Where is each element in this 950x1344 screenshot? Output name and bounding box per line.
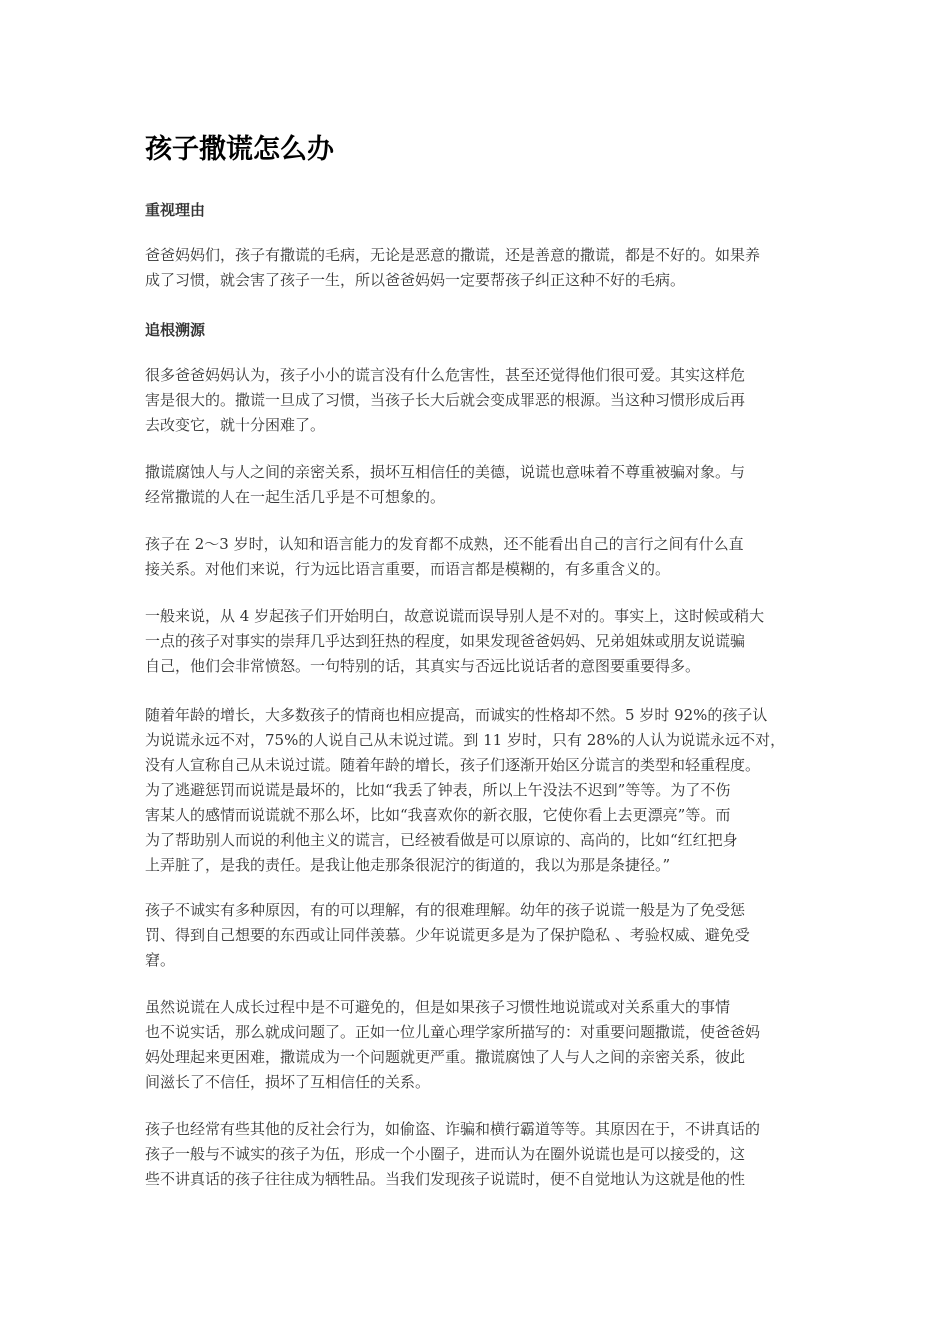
paragraph	[145, 898, 817, 973]
paragraph-line: 害某人的感情而说谎就不那么坏，比如“我喜欢你的新衣服，它使你看上去更漂亮”等。而	[145, 806, 731, 824]
paragraph	[145, 1117, 817, 1192]
paragraph-line: 一般来说，从 4 岁起孩子们开始明白，故意说谎而误导别人是不对的。事实上，这时候或稍大	[145, 607, 765, 625]
paragraph-line: 罚、得到自己想要的东西或让同伴羡慕。少年说谎更多是为了保护隐私 、考验权威、避免受	[145, 926, 750, 944]
paragraph	[145, 243, 817, 293]
paragraph-line: 孩子在 2～3 岁时，认知和语言能力的发育都不成熟，还不能看出自己的言行之间有什么直	[145, 535, 744, 553]
paragraph	[145, 703, 817, 878]
paragraph-line: 孩子不诚实有多种原因，有的可以理解，有的很难理解。幼年的孩子说谎一般是为了免受惩	[145, 901, 746, 919]
paragraph	[145, 460, 817, 510]
section-heading-importance: 重视理由	[145, 201, 206, 219]
paragraph-line: 随着年龄的增长，大多数孩子的情商也相应提高，而诚实的性格却不然。5 岁时 92%的孩子认	[145, 706, 768, 724]
paragraph-line: 间滋长了不信任，损坏了互相信任的关系。	[145, 1073, 431, 1091]
paragraph-line: 接关系。对他们来说，行为远比语言重要，而语言都是模糊的，有多重含义的。	[145, 560, 671, 578]
paragraph	[145, 532, 817, 582]
paragraph-line: 害是很大的。撒谎一旦成了习惯，当孩子长大后就会变成罪恶的根源。当这种习惯形成后再	[145, 391, 746, 409]
paragraph-line: 没有人宣称自己从未说过谎。随着年龄的增长，孩子们逐渐开始区分谎言的类型和轻重程度。	[145, 756, 761, 774]
paragraph-line: 撒谎腐蚀人与人之间的亲密关系，损坏互相信任的美德，说谎也意味着不尊重被骗对象。与	[145, 463, 746, 481]
paragraph-line: 为说谎永远不对，75%的人说自己从未说过谎。到 11 岁时，只有 28%的人认为说谎永远不对，	[145, 731, 786, 749]
paragraph-line: 自己，他们会非常愤怒。一句特别的话，其真实与否远比说话者的意图要重要得多。	[145, 657, 701, 675]
paragraph-line: 窘。	[145, 951, 176, 969]
paragraph-line: 成了习惯，就会害了孩子一生，所以爸爸妈妈一定要帮孩子纠正这种不好的毛病。	[145, 271, 686, 289]
paragraph	[145, 363, 817, 438]
paragraph	[145, 995, 817, 1095]
paragraph-line: 爸爸妈妈们，孩子有撒谎的毛病，无论是恶意的撒谎，还是善意的撒谎，都是不好的。如果养	[145, 246, 761, 264]
paragraph-line: 为了帮助别人而说的利他主义的谎言，已经被看做是可以原谅的、高尚的，比如“红红把身	[145, 831, 738, 849]
paragraph-line: 一点的孩子对事实的崇拜几乎达到狂热的程度，如果发现爸爸妈妈、兄弟姐妹或朋友说谎骗	[145, 632, 746, 650]
paragraph-line: 些不讲真话的孩子往往成为牺牲品。当我们发现孩子说谎时，便不自觉地认为这就是他的性	[145, 1170, 746, 1188]
paragraph-line: 虽然说谎在人成长过程中是不可避免的，但是如果孩子习惯性地说谎或对关系重大的事情	[145, 998, 731, 1016]
paragraph-line: 为了逃避惩罚而说谎是最坏的，比如“我丢了钟表，所以上午没法不迟到”等等。为了不伤	[145, 781, 731, 799]
paragraph-line: 很多爸爸妈妈认为，孩子小小的谎言没有什么危害性，甚至还觉得他们很可爱。其实这样危	[145, 366, 746, 384]
paragraph-line: 也不说实话，那么就成问题了。正如一位儿童心理学家所描写的：对重要问题撒谎，使爸爸妈	[145, 1023, 761, 1041]
paragraph-line: 妈处理起来更困难，撒谎成为一个问题就更严重。撒谎腐蚀了人与人之间的亲密关系，彼此	[145, 1048, 746, 1066]
section-heading-origins: 追根溯源	[145, 321, 206, 339]
paragraph-line: 孩子也经常有些其他的反社会行为，如偷盗、诈骗和横行霸道等等。其原因在于，不讲真话的	[145, 1120, 761, 1138]
page-title: 孩子撒谎怎么办	[145, 134, 334, 165]
paragraph-line: 去改变它，就十分困难了。	[145, 416, 326, 434]
paragraph	[145, 604, 817, 679]
paragraph-line: 孩子一般与不诚实的孩子为伍，形成一个小圈子，进而认为在圈外说谎也是可以接受的，这	[145, 1145, 746, 1163]
paragraph-line: 上弄脏了，是我的责任。是我让他走那条很泥泞的街道的，我以为那是条捷径。”	[145, 856, 671, 874]
paragraph-line: 经常撒谎的人在一起生活几乎是不可想象的。	[145, 488, 446, 506]
